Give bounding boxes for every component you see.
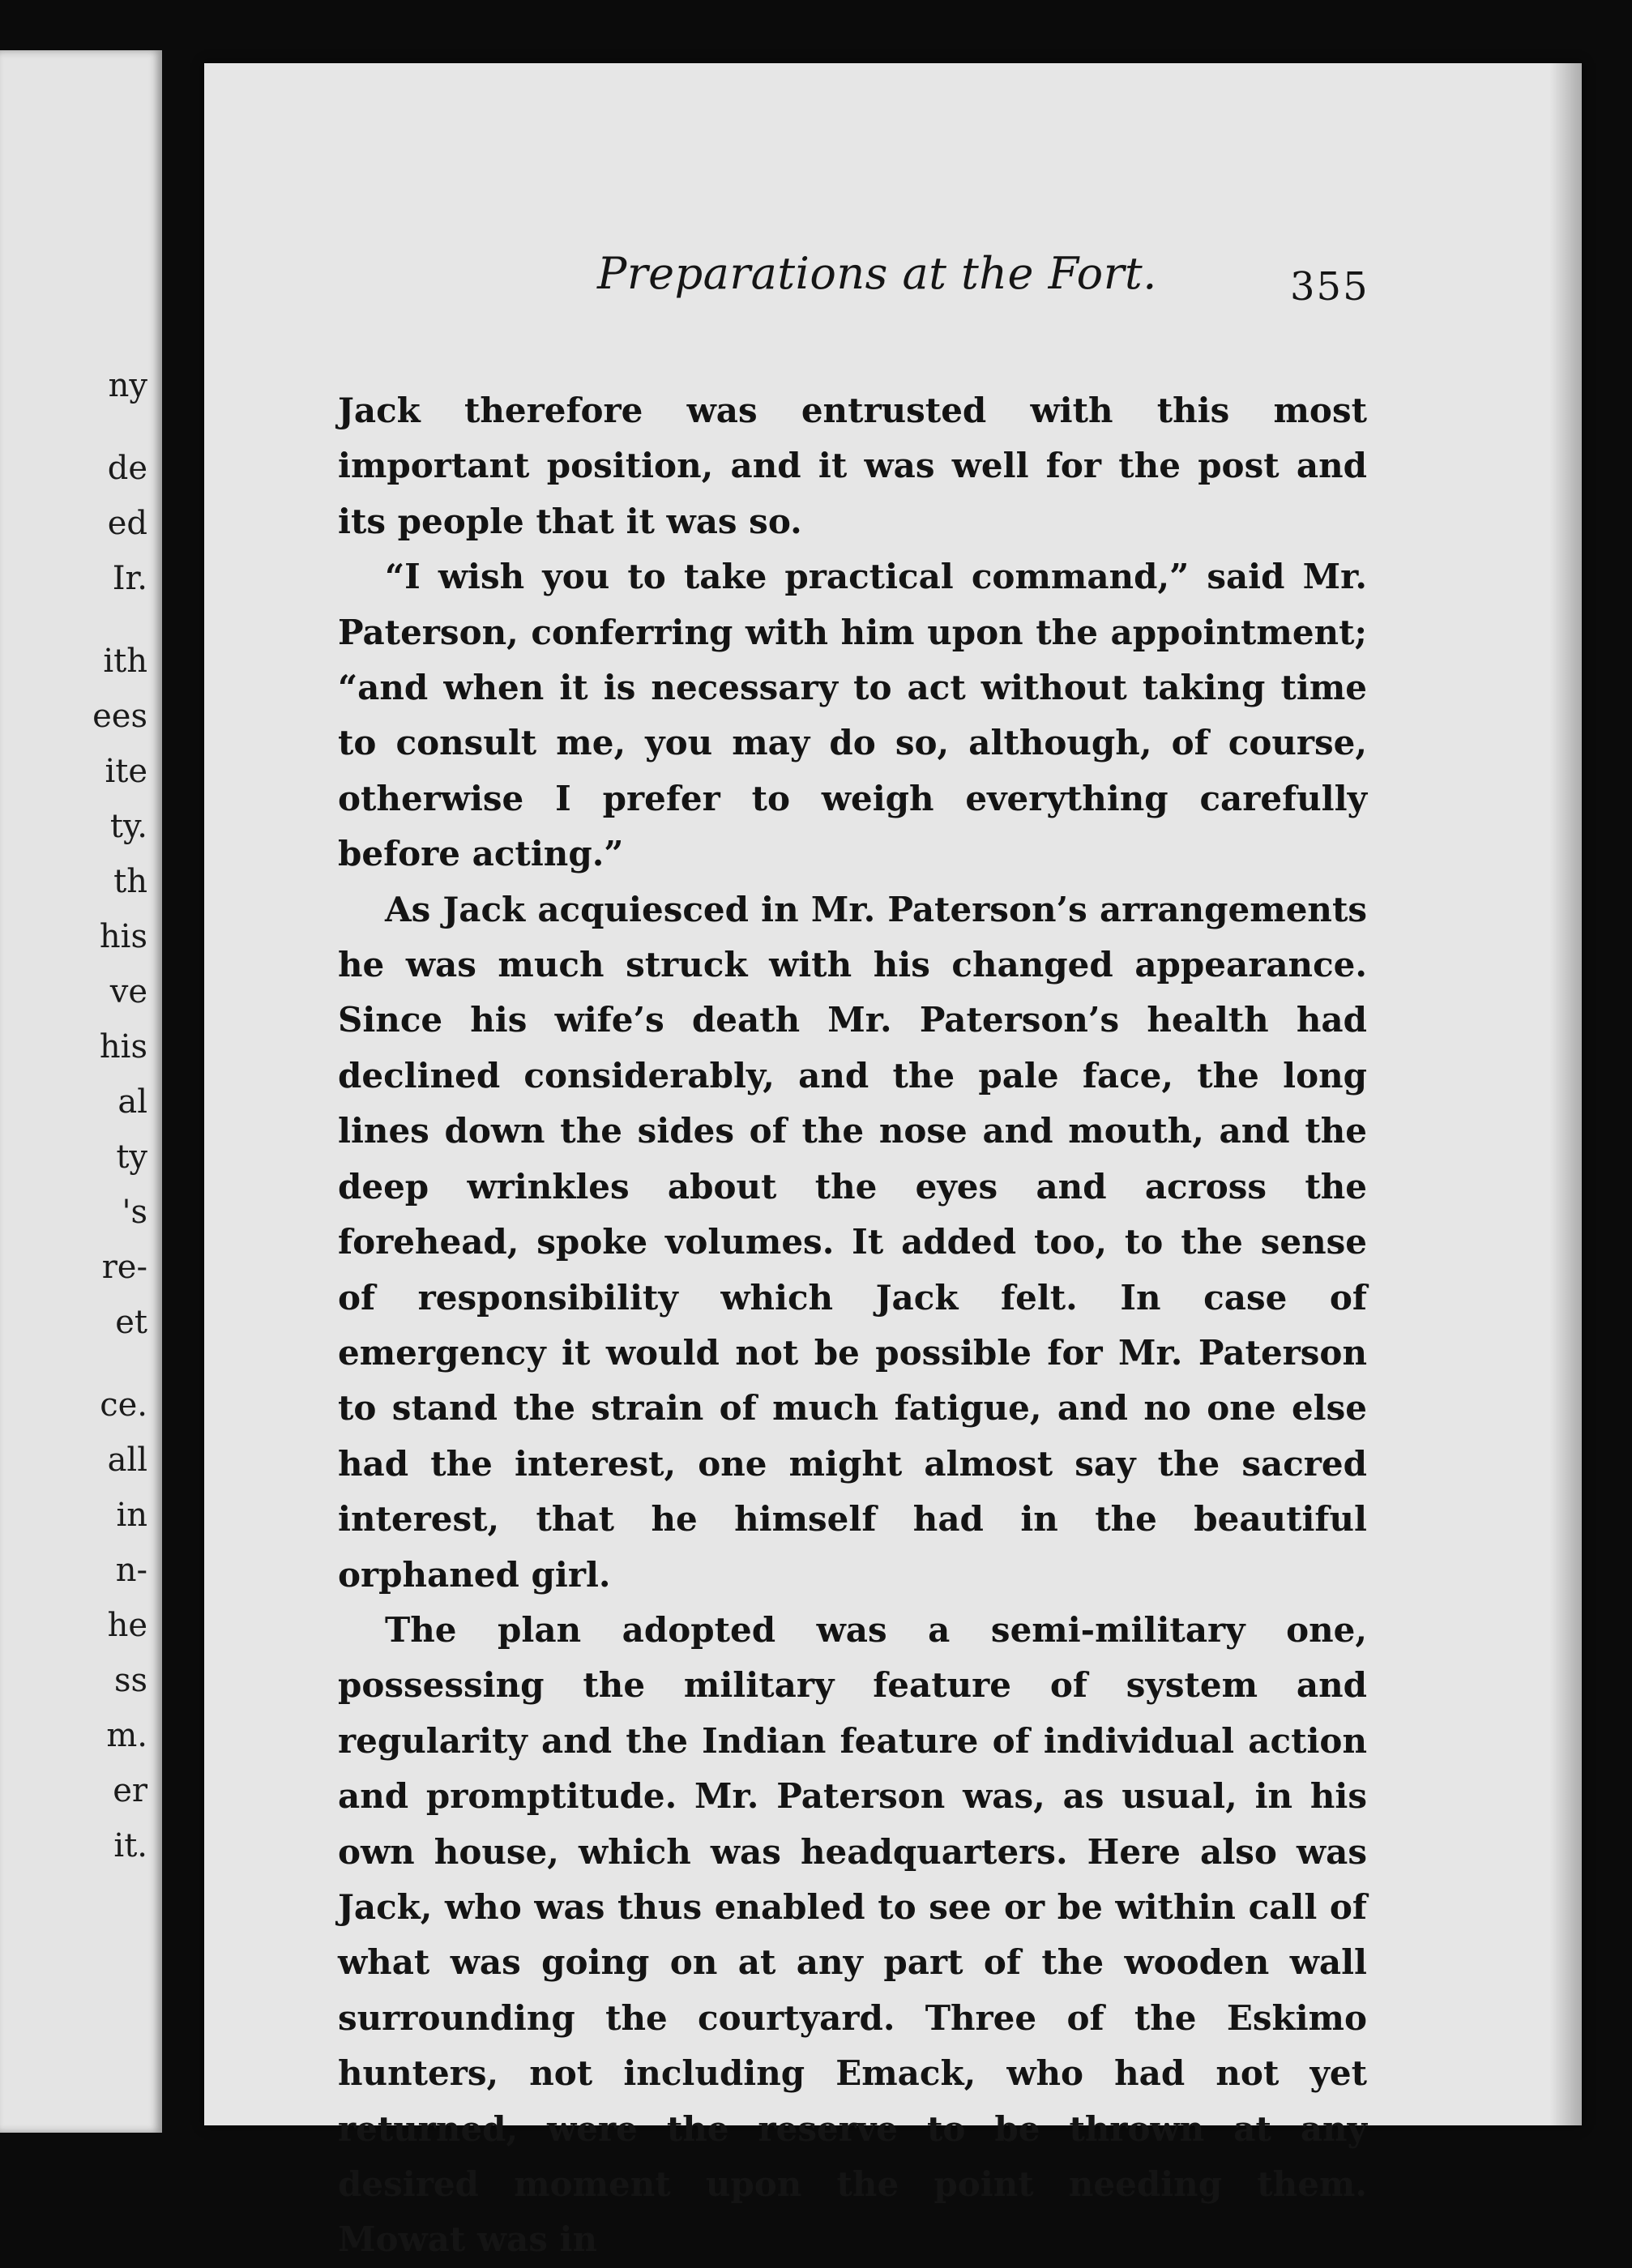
facing-line: th	[113, 863, 147, 900]
book-page	[204, 63, 1582, 2260]
facing-line: re-	[101, 1249, 147, 1286]
page-header	[204, 248, 1371, 337]
facing-line: his	[99, 1028, 147, 1066]
facing-gap	[92, 606, 147, 634]
facing-line: in	[116, 1497, 147, 1534]
facing-line: de	[107, 450, 147, 487]
facing-line: ed	[107, 505, 147, 542]
facing-line: it.	[113, 1827, 147, 1864]
facing-line: his	[99, 918, 147, 955]
paragraph: “I wish you to take practical command,” said Mr. Paterson, conferring with him upon the appointment; “and when it is necessary to act without taking time to consult me, you may do so, although, of course, otherwise I prefer to weigh everything carefully before acting.”	[338, 557, 1367, 874]
paragraph: As Jack acquiesced in Mr. Paterson’s arrangements he was much struck with his changed appearance. Since his wife’s death Mr. Paterson’s health had declined considerably, and the pale face, the long lines down the sides of the nose and mouth, and the deep wrinkles about the eyes and across the forehead, spoke volumes. It added too, to the sense of responsibility which Jack felt. In case of emergency it would not be possible for Mr. Paterson to stand the strain of much fatigue, and no one else had the interest, one might almost say the sacred interest, that he himself had in the beautiful orphaned girl.	[338, 889, 1367, 1595]
page-number: 355	[1290, 264, 1369, 310]
facing-line: ty.	[109, 808, 147, 845]
facing-page-text	[92, 358, 147, 1873]
paragraph: The plan adopted was a semi-military one, possessing the military feature of system and regularity and the Indian feature of individual action and promptitude. Mr. Paterson was, as usual, in his own house, which was headquarters. Here also was Jack, who was thus enabled to see or be within call of what was going on at any part of the wooden wall surrounding the courtyard. Three of the Eskimo hunters, not including Emack, who had not yet returned, were the reserve to be thrown at any desired moment upon the point needing them. Mowat was in	[338, 1609, 1367, 2260]
facing-line: ite	[105, 753, 147, 790]
facing-line: ty	[116, 1138, 147, 1176]
facing-line: 's	[122, 1194, 147, 1231]
running-title: Preparations at the Fort.	[597, 248, 1157, 299]
facing-line: Ir.	[112, 560, 147, 597]
facing-line: all	[107, 1442, 147, 1479]
paragraph: Jack therefore was entrusted with this most important position, and it was well for the post and its people that it was so.	[338, 391, 1367, 541]
facing-line: er	[113, 1772, 147, 1809]
facing-page	[0, 50, 162, 2133]
facing-line: m.	[106, 1717, 147, 1754]
facing-line: ees	[92, 698, 147, 735]
facing-line: he	[107, 1607, 147, 1644]
facing-line: ve	[109, 973, 147, 1010]
facing-gap	[92, 413, 147, 441]
page-body	[338, 383, 1367, 2268]
facing-line: ny	[108, 367, 147, 404]
facing-line: ith	[103, 643, 147, 680]
facing-line: n-	[115, 1552, 147, 1589]
facing-line: et	[115, 1304, 147, 1341]
facing-gap	[92, 1350, 147, 1377]
facing-line: ss	[113, 1662, 147, 1699]
facing-line: al	[117, 1083, 147, 1121]
facing-line: ce.	[100, 1386, 147, 1424]
